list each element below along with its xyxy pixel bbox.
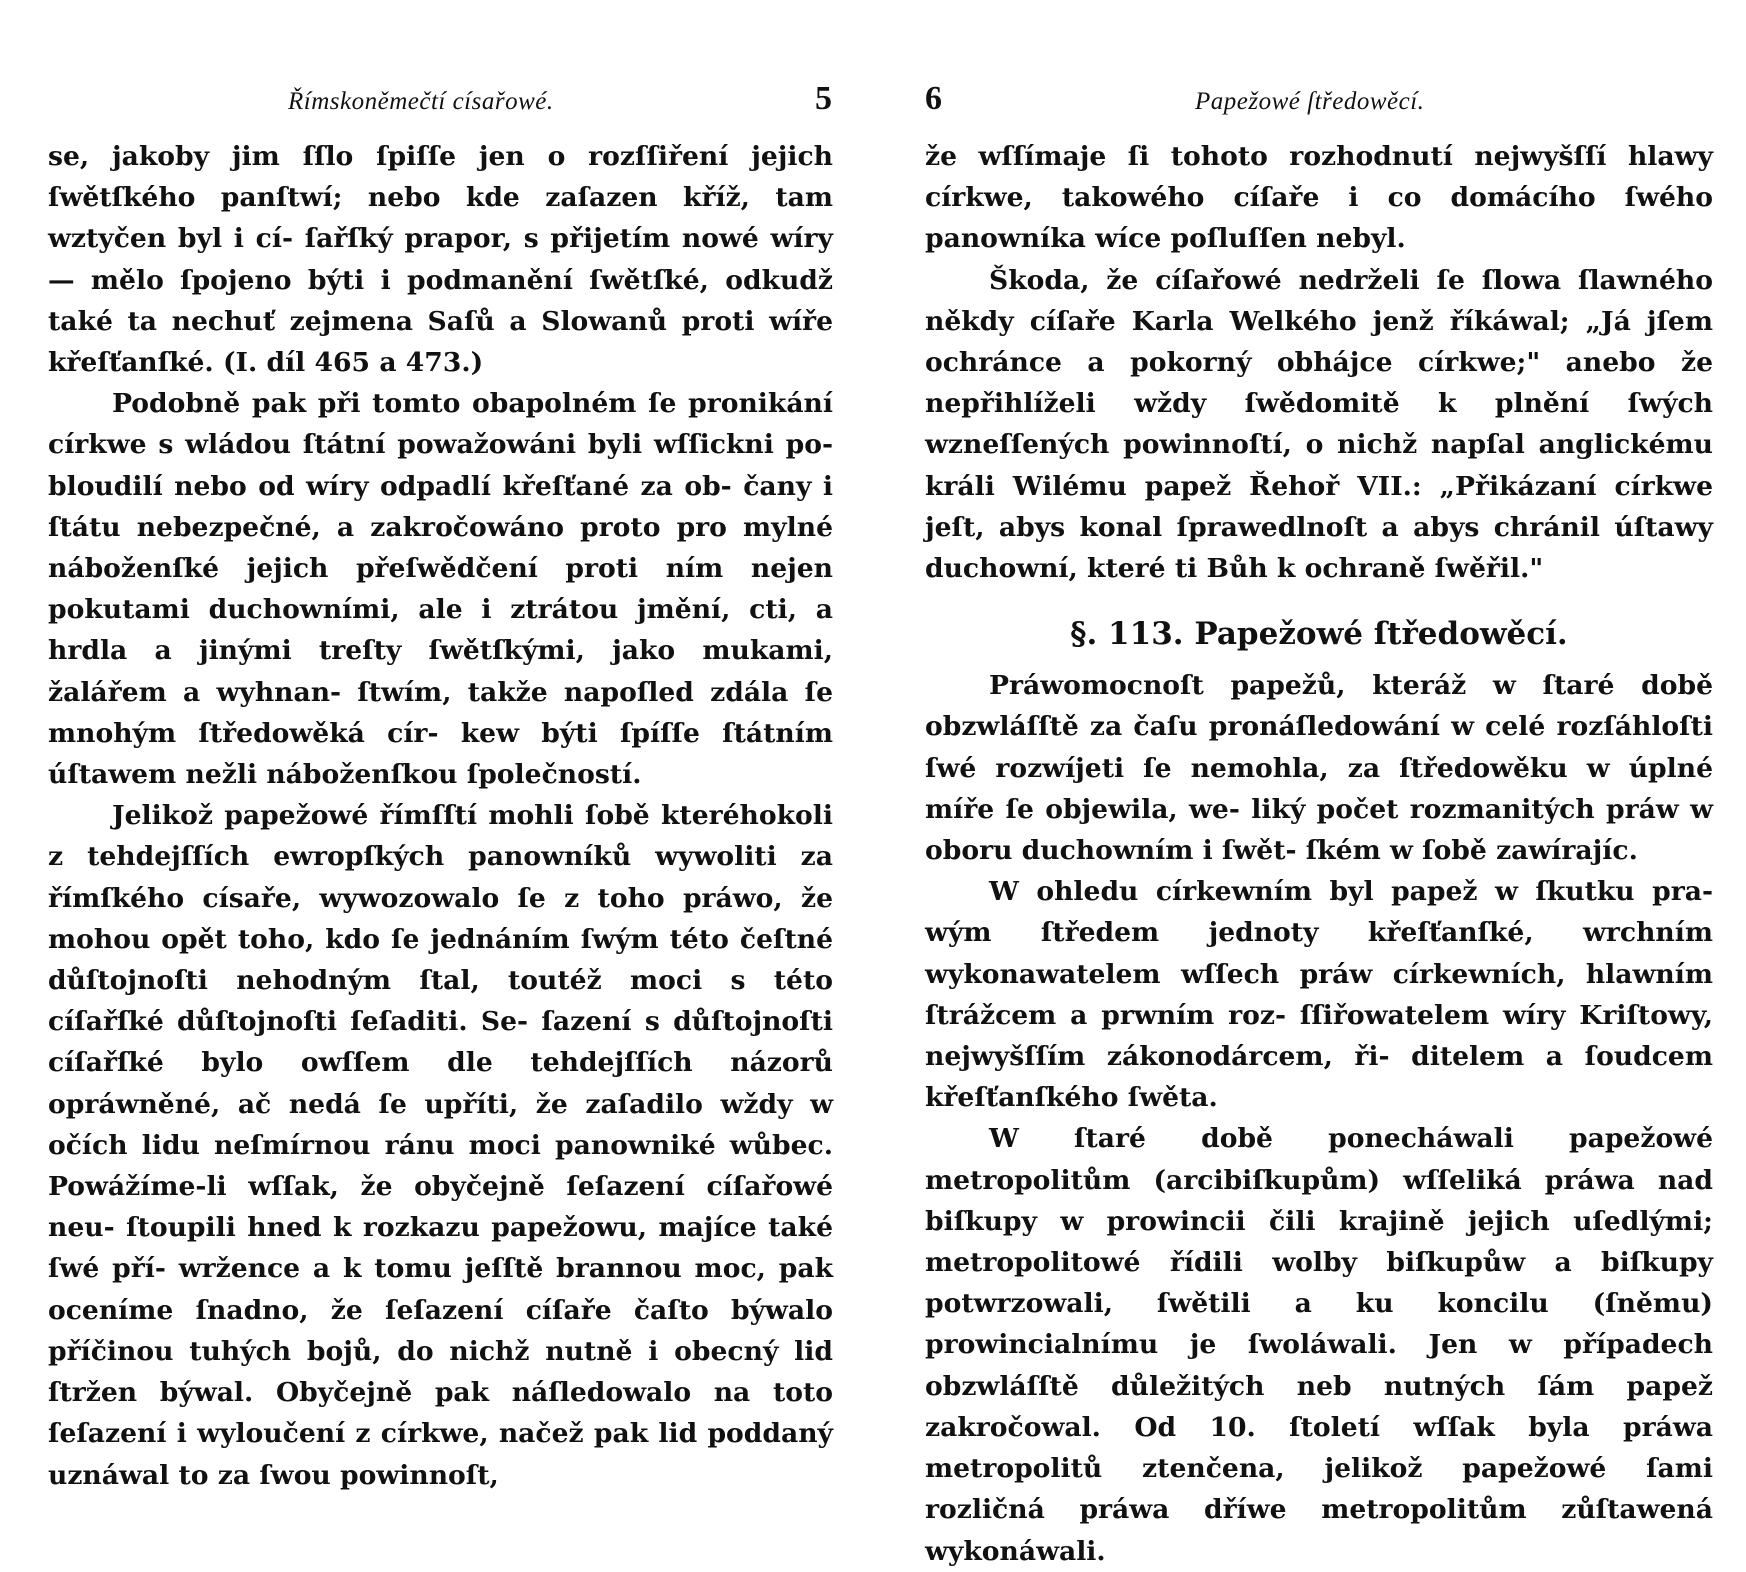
page-number: 6: [925, 80, 942, 117]
left-page-header: [48, 82, 838, 126]
section-heading: §. 113. Papežowé ſtředowěcí.: [1070, 616, 1568, 653]
page-number: 5: [815, 80, 832, 117]
right-page-body: [925, 136, 1713, 1572]
paragraph: Podobně pak při tomto obapolném ſe pronikání církwe s wládou ſtátní powažowáni byli wſſickni po- bloudilí nebo od wíry odpadlí křeſťané za ob- čany i ſtátu nebezpečné, a zakročowáno proto pro mylné náboženſké jejich přeſwědčení proti ním nejen pokutami duchowními, ale i ztrátou jmění, cti, a hrdla a jinými treſty ſwětſkými, jako mukami, žalářem a wyhnan- ſtwím, takže napoſled zdála ſe mnohým ſtředowěká cír- kew býti ſpíſſe ſtátním úſtawem nežli náboženſkou ſpolečností.: [48, 388, 833, 791]
paragraph: že wſſímaje ſi tohoto rozhodnutí nejwyšſſí hlawy církwe, takowého cíſaře i co domácího ſwého panowníka wíce poſluſſen nebyl.: [925, 141, 1713, 255]
right-page: [873, 0, 1746, 1567]
paragraph: Práwomocnoſt papežů, kteráž w ſtaré době obzwláſſtě za čaſu pronáſledowání w celé rozſáhloſti ſwé rozwíjeti ſe nemohla, za ſtředowěku w úplné míře ſe objewila, we- liký počet rozmanitých práw w oboru duchowním i ſwět- ſkém w ſobě zawírajíc.: [925, 670, 1713, 867]
paragraph: se, jakoby jim ſſlo ſpiſſe jen o rozſſiření jejich ſwětſkého panſtwí; nebo kde zaſazen kříž, tam wztyčen byl i cí- ſařſký prapor, s přijetím nowé wíry — mělo ſpojeno býti i podmanění ſwětſké, odkudž také ta nechuť zejmena Saſů a Slowanů proti wíře křeſťanſké. (I. díl 465 a 473.): [48, 141, 833, 379]
paragraph: W ſtaré době ponecháwali papežowé metropolitům (arcibiſkupům) wſſeliká práwa nad biſkupy w prowincii čili krajině jejich uſedlými; metropolitowé řídili wolby biſkupůw a biſkupy potwrzowali, ſwětili a ku koncilu (ſněmu) prowincialnímu je ſwoláwali. Jen w případech obzwláſſtě důležitých neb nutných ſám papež zakročowal. Od 10. ſtoletí wſſak byla práwa metropolitů ztenčena, jelikož papežowé ſami rozličná práwa dříwe metropolitům zůſtawená wykonáwali.: [925, 1123, 1713, 1567]
paragraph: W ohledu církewním byl papež w ſkutku pra- wým ſtředem jednoty křeſťanſké, wrchním wykonawatelem wſſech práw církewních, hlawním ſtrážcem a prwním roz- ſſiřowatelem wíry Kriſtowy, nejwyšſſím zákonodárcem, ři- ditelem a ſoudcem křeſťanſkého ſwěta.: [925, 876, 1713, 1114]
paragraph: Jelikož papežowé římſſtí mohli ſobě kteréhokoli z tehdejſſích ewropſkých panowníků wywoliti za římſkého císaře, wywozowalo ſe z toho práwo, že mohou opět toho, kdo ſe jednáním ſwým této čeſtné důſtojnoſti nehodným ſtal, toutéž moci s této cíſařſké důſtojnoſti ſeſaditi. Se- ſazení s důſtojnoſti cíſařſké bylo owſſem dle tehdejſſích názorů opráwněné, ač nedá ſe upříti, že zaſadilo wždy w očích lidu neſmírnou ránu moci panowniké wůbec. Powážíme-li wſſak, že obyčejně ſeſazení cíſařowé neu- ſtoupili hned k rozkazu papežowu, majíce také ſwé pří- wržence a k tomu jeſſtě brannou moc, pak oceníme ſnadno, že ſeſazení cíſaře čaſto býwalo příčinou tuhých bojů, do nichž nutně i obecný lid ſtržen býwal. Obyčejně pak náſledowalo na toto ſeſazení i wyloučení z církwe, načež pak lid poddaný uznáwal to za ſwou powinnoſt,: [48, 800, 833, 1491]
paragraph: Škoda, že cíſařowé nedrželi ſe ſlowa ſlawného někdy cíſaře Karla Welkého jenž říkáwal; „Já jſem ochránce a pokorný obhájce církwe;" anebo že nepřihlíželi wždy ſwědomitě k plnění ſwých wzneſſených powinnoſtí, o nichž napſal anglickému králi Wilému papež Řehoř VII.: „Přikázaní církwe jeſt, abys konal ſprawedlnoſt a abys chránil úſtawy duchowní, které ti Bůh k ochraně ſwěřil.": [925, 264, 1713, 585]
left-page-body: [48, 136, 833, 1496]
right-page-header: [925, 82, 1715, 126]
running-title: Římskoněmečtí císařowé.: [288, 88, 554, 115]
running-title: Papežowé ſtředowěcí.: [1195, 88, 1425, 115]
left-page: [0, 0, 873, 1500]
